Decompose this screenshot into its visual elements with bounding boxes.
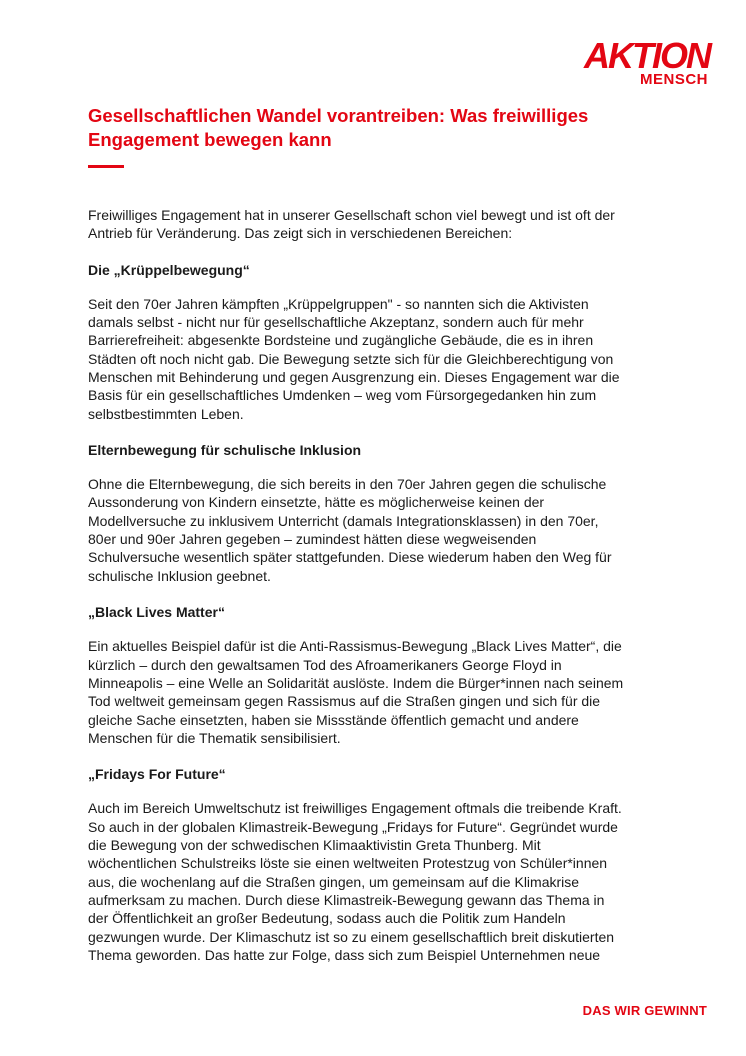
text-line: wöchentlichen Schulstreiks löste sie einen weltweiten Protestzug von Schüler*innen	[88, 855, 608, 872]
intro-paragraph	[88, 206, 688, 243]
title-line: Engagement bewegen kann	[88, 129, 332, 150]
section-paragraph	[88, 637, 688, 747]
text-line: So auch in der globalen Klimastreik-Bewegung „Fridays for Future“. Gegründet wurde	[88, 818, 618, 835]
document-body	[88, 206, 688, 982]
logo-line-1: AKTION	[584, 35, 710, 76]
page-title	[88, 104, 668, 152]
text-line: Menschen mit Behinderung und gegen Ausgrenzung ein. Dieses Engagement war die	[88, 369, 620, 386]
section-heading: Die „Krüppelbewegung“	[88, 261, 250, 278]
text-line: Städten oft noch nicht gab. Die Bewegung setzte sich für die Gleichberechtigung von	[88, 350, 614, 367]
text-line: Aussonderung von Kindern einsetzte, hätte es möglicherweise keinen der	[88, 494, 545, 511]
text-line: Ein aktuelles Beispiel dafür ist die Anti-Rassismus-Bewegung „Black Lives Matter“, die	[88, 638, 622, 655]
text-line: gleiche Sache einsetzten, haben sie Missstände öffentlich gemacht und andere	[88, 711, 579, 728]
text-line: Thema geworden. Das hatte zur Folge, dass sich zum Beispiel Unternehmen neue	[88, 946, 601, 963]
section-paragraph	[88, 799, 688, 964]
logo-line-2: MENSCH	[639, 71, 708, 88]
aktion-mensch-logo	[584, 35, 710, 90]
text-line: Freiwilliges Engagement hat in unserer Gesellschaft schon viel bewegt und ist oft der	[88, 207, 615, 223]
footer-slogan: DAS WIR GEWINNT	[582, 1003, 707, 1018]
text-line: Antrieb für Veränderung. Das zeigt sich in verschiedenen Bereichen:	[88, 225, 513, 242]
text-line: kürzlich – durch den gewaltsamen Tod des Afroamerikaners George Floyd in	[88, 656, 562, 673]
text-line: schulische Inklusion geebnet.	[88, 567, 271, 584]
text-line: 80er und 90er Jahren gegeben – zumindest hätten diese wegweisenden	[88, 531, 537, 548]
section-heading: Elternbewegung für schulische Inklusion	[88, 442, 362, 459]
text-line: selbstbestimmten Leben.	[88, 405, 244, 422]
text-line: aufmerksam zu machen. Durch diese Klimastreik-Bewegung gewann das Thema in	[88, 891, 605, 908]
section-heading: „Black Lives Matter“	[88, 604, 225, 621]
text-line: aus, die wochenlang auf die Straßen gingen, um gemeinsam auf die Klimakrise	[88, 873, 580, 890]
text-line: Barrierefreiheit: abgesenkte Bordsteine und zugängliche Gebäude, die es in ihren	[88, 332, 594, 349]
section-heading: „Fridays For Future“	[88, 766, 226, 783]
text-line: Auch im Bereich Umweltschutz ist freiwilliges Engagement oftmals die treibende Kraft.	[88, 800, 622, 817]
text-line: gezwungen wurde. Der Klimaschutz ist so zu einem gesellschaftlich breit diskutierten	[88, 928, 615, 945]
text-line: der Öffentlichkeit an großer Bedeutung, sodass auch die Politik zum Handeln	[88, 910, 566, 927]
title-divider	[88, 165, 124, 168]
text-line: Schulversuche wesentlich später stattgefunden. Diese wiederum haben den Weg für	[88, 549, 612, 566]
text-line: Minneapolis – eine Welle an Solidarität auslöste. Indem die Bürger*innen nach seinem	[88, 674, 624, 691]
text-line: die Bewegung von der schwedischen Klimaaktivistin Greta Thunberg. Mit	[88, 836, 541, 853]
text-line: Ohne die Elternbewegung, die sich bereits in den 70er Jahren gegen die schulische	[88, 476, 607, 493]
section-paragraph	[88, 475, 688, 585]
section-paragraph	[88, 295, 688, 423]
title-line: Gesellschaftlichen Wandel vorantreiben: Was freiwilliges	[88, 105, 589, 126]
text-line: Tod weltweit gemeinsam gegen Rassismus auf die Straßen gingen und sich für die	[88, 693, 601, 710]
text-line: Basis für ein gesellschaftliches Umdenken – weg vom Fürsorgegedanken hin zum	[88, 387, 597, 404]
text-line: Modellversuche zu inklusivem Unterricht (damals Integrationsklassen) in den 70er,	[88, 512, 599, 529]
text-line: Seit den 70er Jahren kämpften „Krüppelgruppen" - so nannten sich die Aktivisten	[88, 295, 589, 312]
text-line: damals selbst - nicht nur für gesellschaftliche Akzeptanz, sondern auch für mehr	[88, 314, 584, 331]
text-line: Menschen für die Thematik sensibilisiert.	[88, 729, 341, 746]
